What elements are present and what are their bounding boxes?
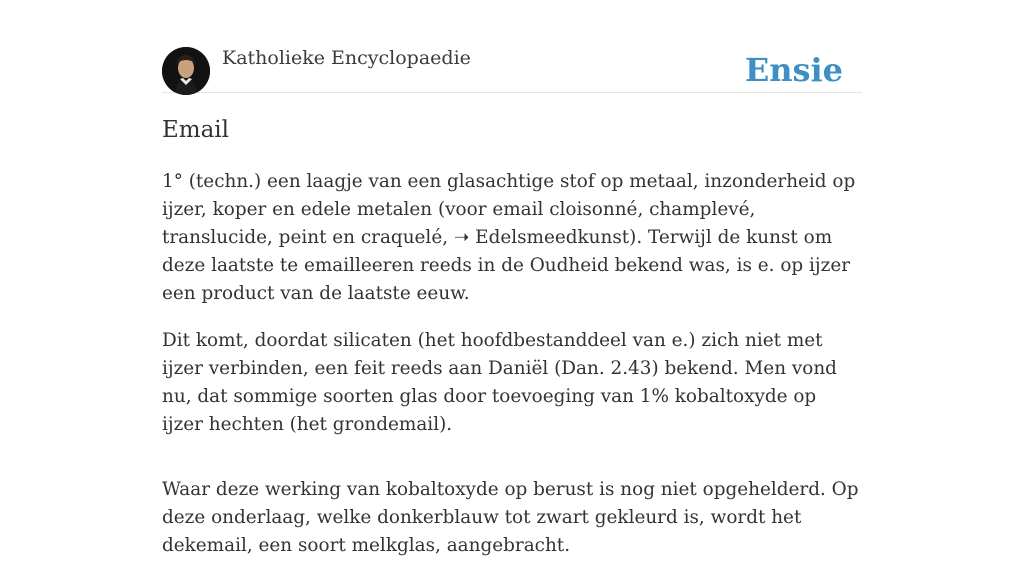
avatar[interactable]	[162, 47, 210, 95]
portrait-icon	[162, 47, 210, 95]
page-title: Email	[162, 117, 230, 143]
source-name[interactable]: Katholieke Encyclopaedie	[222, 47, 471, 69]
paragraph: Waar deze werking van kobaltoxyde op berust is nog niet opgehelderd. Op deze onderlaag, welke donkerblauw tot zwart gekleurd is, wordt het dekemail, een soort melkglas, aangebracht.	[162, 479, 859, 556]
header	[162, 46, 862, 93]
article-body	[162, 168, 862, 579]
paragraph: Dit komt, doordat silicaten (het hoofdbestanddeel van e.) zich niet met ijzer verbinden, een feit reeds aan Daniël (Dan. 2.43) bekend. Men vond nu, dat sommige soorten glas door toevoeging van 1% kobaltoxyde op ijzer hechten (het grondemail).	[162, 330, 837, 435]
brand-logo[interactable]: Ensie	[744, 51, 843, 89]
paragraph: 1° (techn.) een laagje van een glasachtige stof op metaal, inzonderheid op ijzer, koper en edele metalen (voor email cloisonné, champlevé, translucide, peint en craquelé, ➝ Edelsmeedkunst). Terwijl de kunst om deze laatste te emailleeren reeds in de Oudheid bekend was, is e. op ijzer een product van de laatste eeuw.	[162, 171, 856, 304]
